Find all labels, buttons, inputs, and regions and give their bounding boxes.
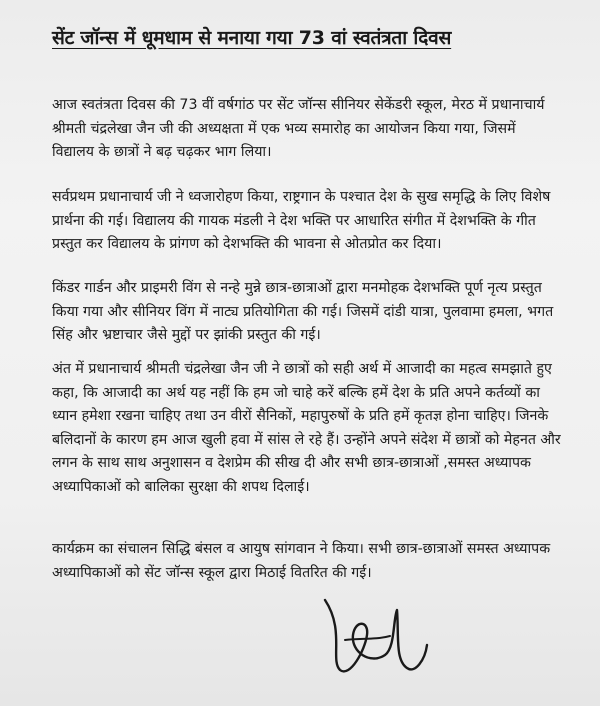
paragraph-5: कार्यक्रम का संचालन सिद्धि बंसल व आयुष सांगवान ने किया। सभी छात्र-छात्राओं समस्त अध्यापक अध्यापिकाओं को सेंट जॉन्स स्कूल द्वारा मिठाई वितरित की गई। bbox=[52, 541, 551, 581]
paragraph-1: आज स्वतंत्रता दिवस की 73 वीं वर्षगांठ पर सेंट जॉन्स सीनियर सेकेंडरी स्कूल, मेरठ में प्रधानाचार्य श्रीमती चंद्रलेखा जैन जी की अध्यक्षता में एक भव्य समारोह का आयोजन किया गया, जिसमें विद्यालय के छात्रों ने बढ़ चढ़कर भाग लिया। bbox=[52, 97, 545, 161]
paragraph-4: अंत में प्रधानाचार्य श्रीमती चंद्रलेखा जैन जी ने छात्रों को सही अर्थ में आजादी का महत्व समझाते हुए कहा, कि आजादी का अर्थ यह नहीं कि हम जो चाहे करें बल्कि हमें देश के प्रति अपने कर्तव्यों का ध्यान हमेशा रखना चाहिए तथा उन वीरों सैनिकों, महापुरुषों के प्रति हमें कृतज्ञ होना चाहिए। जिनके बलिदानों के कारण हम आज खुली हवा में सांस ले रहे हैं। उन्होंने अपने संदेश में छात्रों को मेहनत और लगन के साथ साथ अनुशासन व देशप्रेम की सीख दी और सभी छात्र-छात्राओं ,समस्त अध्यापक अध्यापिकाओं को बालिका सुरक्षा की शपथ दिलाई। bbox=[52, 361, 561, 495]
page-title: सेंट जॉन्स में धूमधाम से मनाया गया 73 वां स्वतंत्रता दिवस bbox=[52, 27, 452, 49]
paragraph-3: किंडर गार्डन और प्राइमरी विंग से नन्हे मुन्ने छात्र-छात्राओं द्वारा मनमोहक देशभक्ति पूर्ण नृत्य प्रस्तुत किया गया और सीनियर विंग में नाट्य प्रतियोगिता की गई। जिसमें दांडी यात्रा, पुलवामा हमला, भगत सिंह और भ्रष्टाचार जैसे मुद्दों पर झांकी प्रस्तुत की गई। bbox=[52, 280, 554, 344]
paragraph-2: सर्वप्रथम प्रधानाचार्य जी ने ध्वजारोहण किया, राष्ट्रगान के पश्चात देश के सुख समृद्धि के लिए विशेष प्रार्थना की गई। विद्यालय की गायक मंडली ने देश भक्ति पर आधारित संगीत में देशभक्ति के गीत प्रस्तुत कर विद्यालय के प्रांगण को देशभक्ति की भावना से ओतप्रोत कर दिया। bbox=[52, 189, 551, 253]
handwritten-signature bbox=[315, 590, 435, 690]
